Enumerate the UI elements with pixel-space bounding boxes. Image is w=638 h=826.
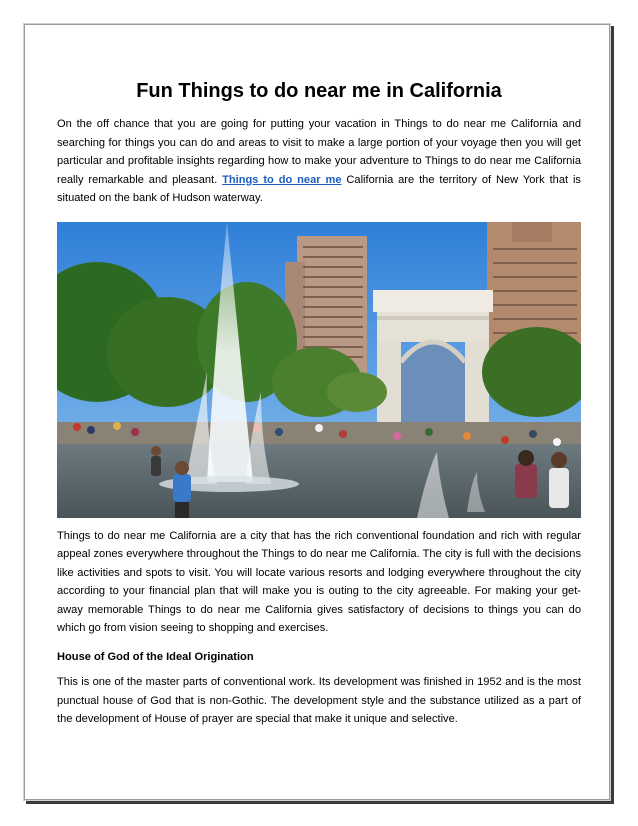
page-title: Fun Things to do near me in California (136, 80, 502, 102)
section-heading: House of God of the Ideal Origination (57, 650, 254, 663)
document-body (57, 80, 581, 729)
intro-text-after: California are the territory of New York that is situated on the bank of Hudson waterway. (57, 173, 581, 204)
park-fountain-photo (57, 222, 581, 518)
paragraph-house-of-god: This is one of the master parts of conventional work. Its development was finished in 1952 and is the most punctual house of God that is non-Gothic. The development style and the substance utilized as a part of the development of House of prayer are special that make it unique and selective. (57, 676, 581, 725)
things-to-do-link[interactable]: Things to do near me (222, 173, 342, 186)
paragraph-city-overview: Things to do near me California are a city that has the rich conventional foundation and rich with regular appeal zones everywhere throughout the Things to do near me California. The city is full with the decisions like activities and spots to visit. You will locate various resorts and lodging everywhere throughout the city according to your financial plan that will make you is outing to the city agreeable. For making your get-away memorable Things to do near me California gives satisfactory of decisions to things you can do which go from vision seeing to shopping and exercises. (57, 529, 581, 634)
intro-paragraph (57, 115, 581, 208)
intro-text-before: On the off chance that you are going for putting your vacation in Things to do near me California and searching for things you can do and areas to visit to make a large portion of your voyage then you will get particular and profitable insights regarding how to make your adventure to Things to do near me California really remarkable and pleasant. (57, 118, 581, 186)
